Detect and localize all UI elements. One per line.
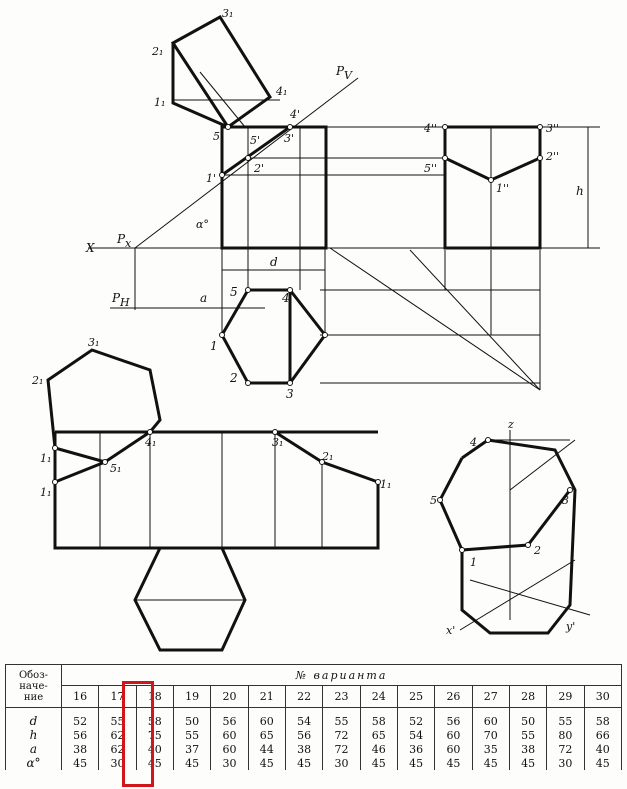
net-flap-fold <box>55 432 150 462</box>
label-side-2: 2'' <box>546 150 560 163</box>
point-2-side <box>538 156 543 161</box>
table-cell: 56 <box>285 728 322 742</box>
top-view-hexagon <box>222 290 325 383</box>
variant-number-22: 22 <box>285 686 322 708</box>
table-cell: 45 <box>62 756 99 770</box>
variant-number-23: 23 <box>323 686 360 708</box>
variant-number-19: 19 <box>173 686 210 708</box>
point-1-side <box>489 178 494 183</box>
label-rot-4: 4₁ <box>276 85 288 98</box>
variant-number-row <box>6 686 622 708</box>
label-side-5: 5'' <box>424 162 438 175</box>
table-cell: 58 <box>360 708 397 729</box>
table-cell: 30 <box>323 756 360 770</box>
table-cell: 30 <box>99 756 136 770</box>
table-cell: 65 <box>360 728 397 742</box>
point-3-top-right <box>323 333 328 338</box>
point-1-front <box>220 173 225 178</box>
label-net-3: 3₁ <box>88 336 100 349</box>
label-net-4: 4₁ <box>145 436 157 449</box>
label-rot-3: 3₁ <box>222 7 234 20</box>
table-cell: 45 <box>472 756 509 770</box>
label-net-1b: 1₁ <box>40 486 52 499</box>
table-cell: 72 <box>323 728 360 742</box>
table-cell: 55 <box>173 728 210 742</box>
label-px: P <box>117 232 126 246</box>
isometric-outline <box>462 440 575 633</box>
variant-number-17: 17 <box>99 686 136 708</box>
label-front-3: 3' <box>284 132 295 145</box>
label-rot-1: 1₁ <box>154 96 166 109</box>
table-cell: 60 <box>248 708 285 729</box>
table-cell: 40 <box>136 742 173 756</box>
label-front-5: 5' <box>250 134 261 147</box>
table-cell: 50 <box>509 708 546 729</box>
net-flap-fold-2 <box>55 462 105 482</box>
label-pv: P <box>336 64 345 78</box>
table-cell: 44 <box>248 742 285 756</box>
label-net-r3: 3₁ <box>272 436 284 449</box>
label-net-2: 2₁ <box>32 374 44 387</box>
table-cell: 60 <box>472 708 509 729</box>
row-symbol: d <box>6 708 62 729</box>
side-view-cut <box>445 158 540 180</box>
iso-point-1 <box>460 548 465 553</box>
table-cell: 52 <box>397 708 434 729</box>
net-point-5 <box>103 460 108 465</box>
table-cell: 72 <box>323 742 360 756</box>
table-cell: 55 <box>547 708 584 729</box>
label-px-sub: x <box>125 237 132 250</box>
table-cell: 58 <box>584 708 621 729</box>
point-1-top <box>220 333 225 338</box>
iso-point-2 <box>526 543 531 548</box>
table-cell: 72 <box>547 742 584 756</box>
table-cell: 75 <box>136 728 173 742</box>
label-iso-1: 1 <box>470 556 477 569</box>
table-cell: 45 <box>136 756 173 770</box>
table-title: № варианта <box>62 665 622 686</box>
row-symbol: α° <box>6 756 62 770</box>
table-cell: 56 <box>211 708 248 729</box>
variant-number-16: 16 <box>62 686 99 708</box>
table-cell: 38 <box>509 742 546 756</box>
table-cell: 60 <box>435 742 472 756</box>
iso-point-4 <box>486 438 491 443</box>
table-cell: 45 <box>248 756 285 770</box>
label-front-1: 1' <box>206 172 217 185</box>
label-iso-y: y' <box>566 620 576 633</box>
label-rot-5: 5₁ <box>213 130 225 143</box>
table-cell: 62 <box>99 728 136 742</box>
label-front-4: 4' <box>290 108 301 121</box>
label-top-2: 2 <box>230 371 238 385</box>
table-cell: 36 <box>397 742 434 756</box>
table-cell: 35 <box>472 742 509 756</box>
table-cell: 80 <box>547 728 584 742</box>
label-net-1a: 1₁ <box>40 452 52 465</box>
label-iso-2: 2 <box>534 544 541 557</box>
table-cell: 52 <box>62 708 99 729</box>
net-point-4 <box>148 430 153 435</box>
table-cell: 66 <box>584 728 621 742</box>
table-cell: 45 <box>509 756 546 770</box>
label-rot-2: 2₁ <box>152 45 164 58</box>
header-label-text: Обоз- наче- ние <box>18 669 49 703</box>
label-top-4: 4 <box>282 291 290 305</box>
table-cell: 45 <box>285 756 322 770</box>
label-a: a <box>200 291 208 305</box>
label-alpha: α° <box>196 218 209 231</box>
iso-point-5 <box>438 498 443 503</box>
diagonal-construction-2 <box>410 250 540 390</box>
table-cell: 55 <box>509 728 546 742</box>
label-side-4: 4'' <box>424 122 438 135</box>
point-5-rot <box>226 125 231 130</box>
iso-point-3 <box>568 488 573 493</box>
table-cell: 38 <box>285 742 322 756</box>
label-net-r2: 2₁ <box>322 450 334 463</box>
label-iso-z: z <box>508 418 514 431</box>
label-front-2: 2' <box>254 162 265 175</box>
label-iso-4: 4 <box>470 436 477 449</box>
table-body <box>6 708 622 771</box>
table-cell: 54 <box>285 708 322 729</box>
label-net-5: 5₁ <box>110 462 122 475</box>
net-base-hexagon <box>135 548 245 650</box>
label-ph-sub: H <box>120 296 130 309</box>
table-cell: 45 <box>360 756 397 770</box>
table-cell: 62 <box>99 742 136 756</box>
isometric-cut <box>462 490 570 550</box>
point-5-front <box>246 156 251 161</box>
table-cell: 46 <box>360 742 397 756</box>
variant-number-30: 30 <box>584 686 621 708</box>
label-ph: P <box>112 291 121 305</box>
point-5-side <box>443 156 448 161</box>
table-header-label <box>6 665 62 708</box>
label-iso-3: 3 <box>562 494 569 507</box>
label-iso-5: 5 <box>430 494 437 507</box>
net-point-3 <box>273 430 278 435</box>
label-side-1: 1'' <box>496 182 510 195</box>
net-point-1a <box>53 446 58 451</box>
diagonal-construction <box>330 248 540 390</box>
isometric-left <box>440 458 462 550</box>
variant-number-27: 27 <box>472 686 509 708</box>
point-3-side <box>538 125 543 130</box>
label-pv-sub: V <box>344 69 352 82</box>
variant-number-28: 28 <box>509 686 546 708</box>
table-cell: 40 <box>584 742 621 756</box>
table-row <box>6 742 622 756</box>
table-row <box>6 708 622 729</box>
label-net-r1: 1₁ <box>380 478 392 491</box>
table-cell: 50 <box>173 708 210 729</box>
variant-number-21: 21 <box>248 686 285 708</box>
table-cell: 45 <box>435 756 472 770</box>
label-h: h <box>576 184 584 198</box>
variant-number-25: 25 <box>397 686 434 708</box>
point-2-top <box>246 381 251 386</box>
label-iso-x: x' <box>446 624 456 637</box>
table-cell: 60 <box>211 742 248 756</box>
label-side-3: 3'' <box>546 122 560 135</box>
label-top-3: 3 <box>286 387 294 401</box>
highlighted-variant-box <box>122 681 154 787</box>
table-cell: 55 <box>99 708 136 729</box>
point-3-top <box>288 381 293 386</box>
table-cell: 60 <box>211 728 248 742</box>
table-cell: 70 <box>472 728 509 742</box>
label-top-1: 1 <box>210 339 218 353</box>
variant-number-29: 29 <box>547 686 584 708</box>
table-cell: 56 <box>62 728 99 742</box>
table-cell: 65 <box>248 728 285 742</box>
label-d: d <box>270 255 278 269</box>
table-cell: 55 <box>323 708 360 729</box>
table-cell: 30 <box>211 756 248 770</box>
label-x-axis: X <box>86 241 95 255</box>
table-cell: 60 <box>435 728 472 742</box>
variant-number-24: 24 <box>360 686 397 708</box>
variant-number-20: 20 <box>211 686 248 708</box>
table-cell: 30 <box>547 756 584 770</box>
label-top-5: 5 <box>230 285 238 299</box>
table-cell: 45 <box>173 756 210 770</box>
table-cell: 45 <box>397 756 434 770</box>
table-cell: 45 <box>584 756 621 770</box>
row-symbol: a <box>6 742 62 756</box>
side-view-outline <box>445 127 540 248</box>
table-row <box>6 728 622 742</box>
table-cell: 37 <box>173 742 210 756</box>
net-point-1b <box>53 480 58 485</box>
variants-table <box>5 664 622 770</box>
table-cell: 38 <box>62 742 99 756</box>
variant-number-18: 18 <box>136 686 173 708</box>
point-4-side <box>443 125 448 130</box>
table-cell: 58 <box>136 708 173 729</box>
table-row <box>6 756 622 770</box>
variant-number-26: 26 <box>435 686 472 708</box>
table-cell: 54 <box>397 728 434 742</box>
front-view-outline <box>222 127 326 248</box>
point-5-top <box>246 288 251 293</box>
table-cell: 56 <box>435 708 472 729</box>
point-4-front <box>288 125 293 130</box>
row-symbol: h <box>6 728 62 742</box>
